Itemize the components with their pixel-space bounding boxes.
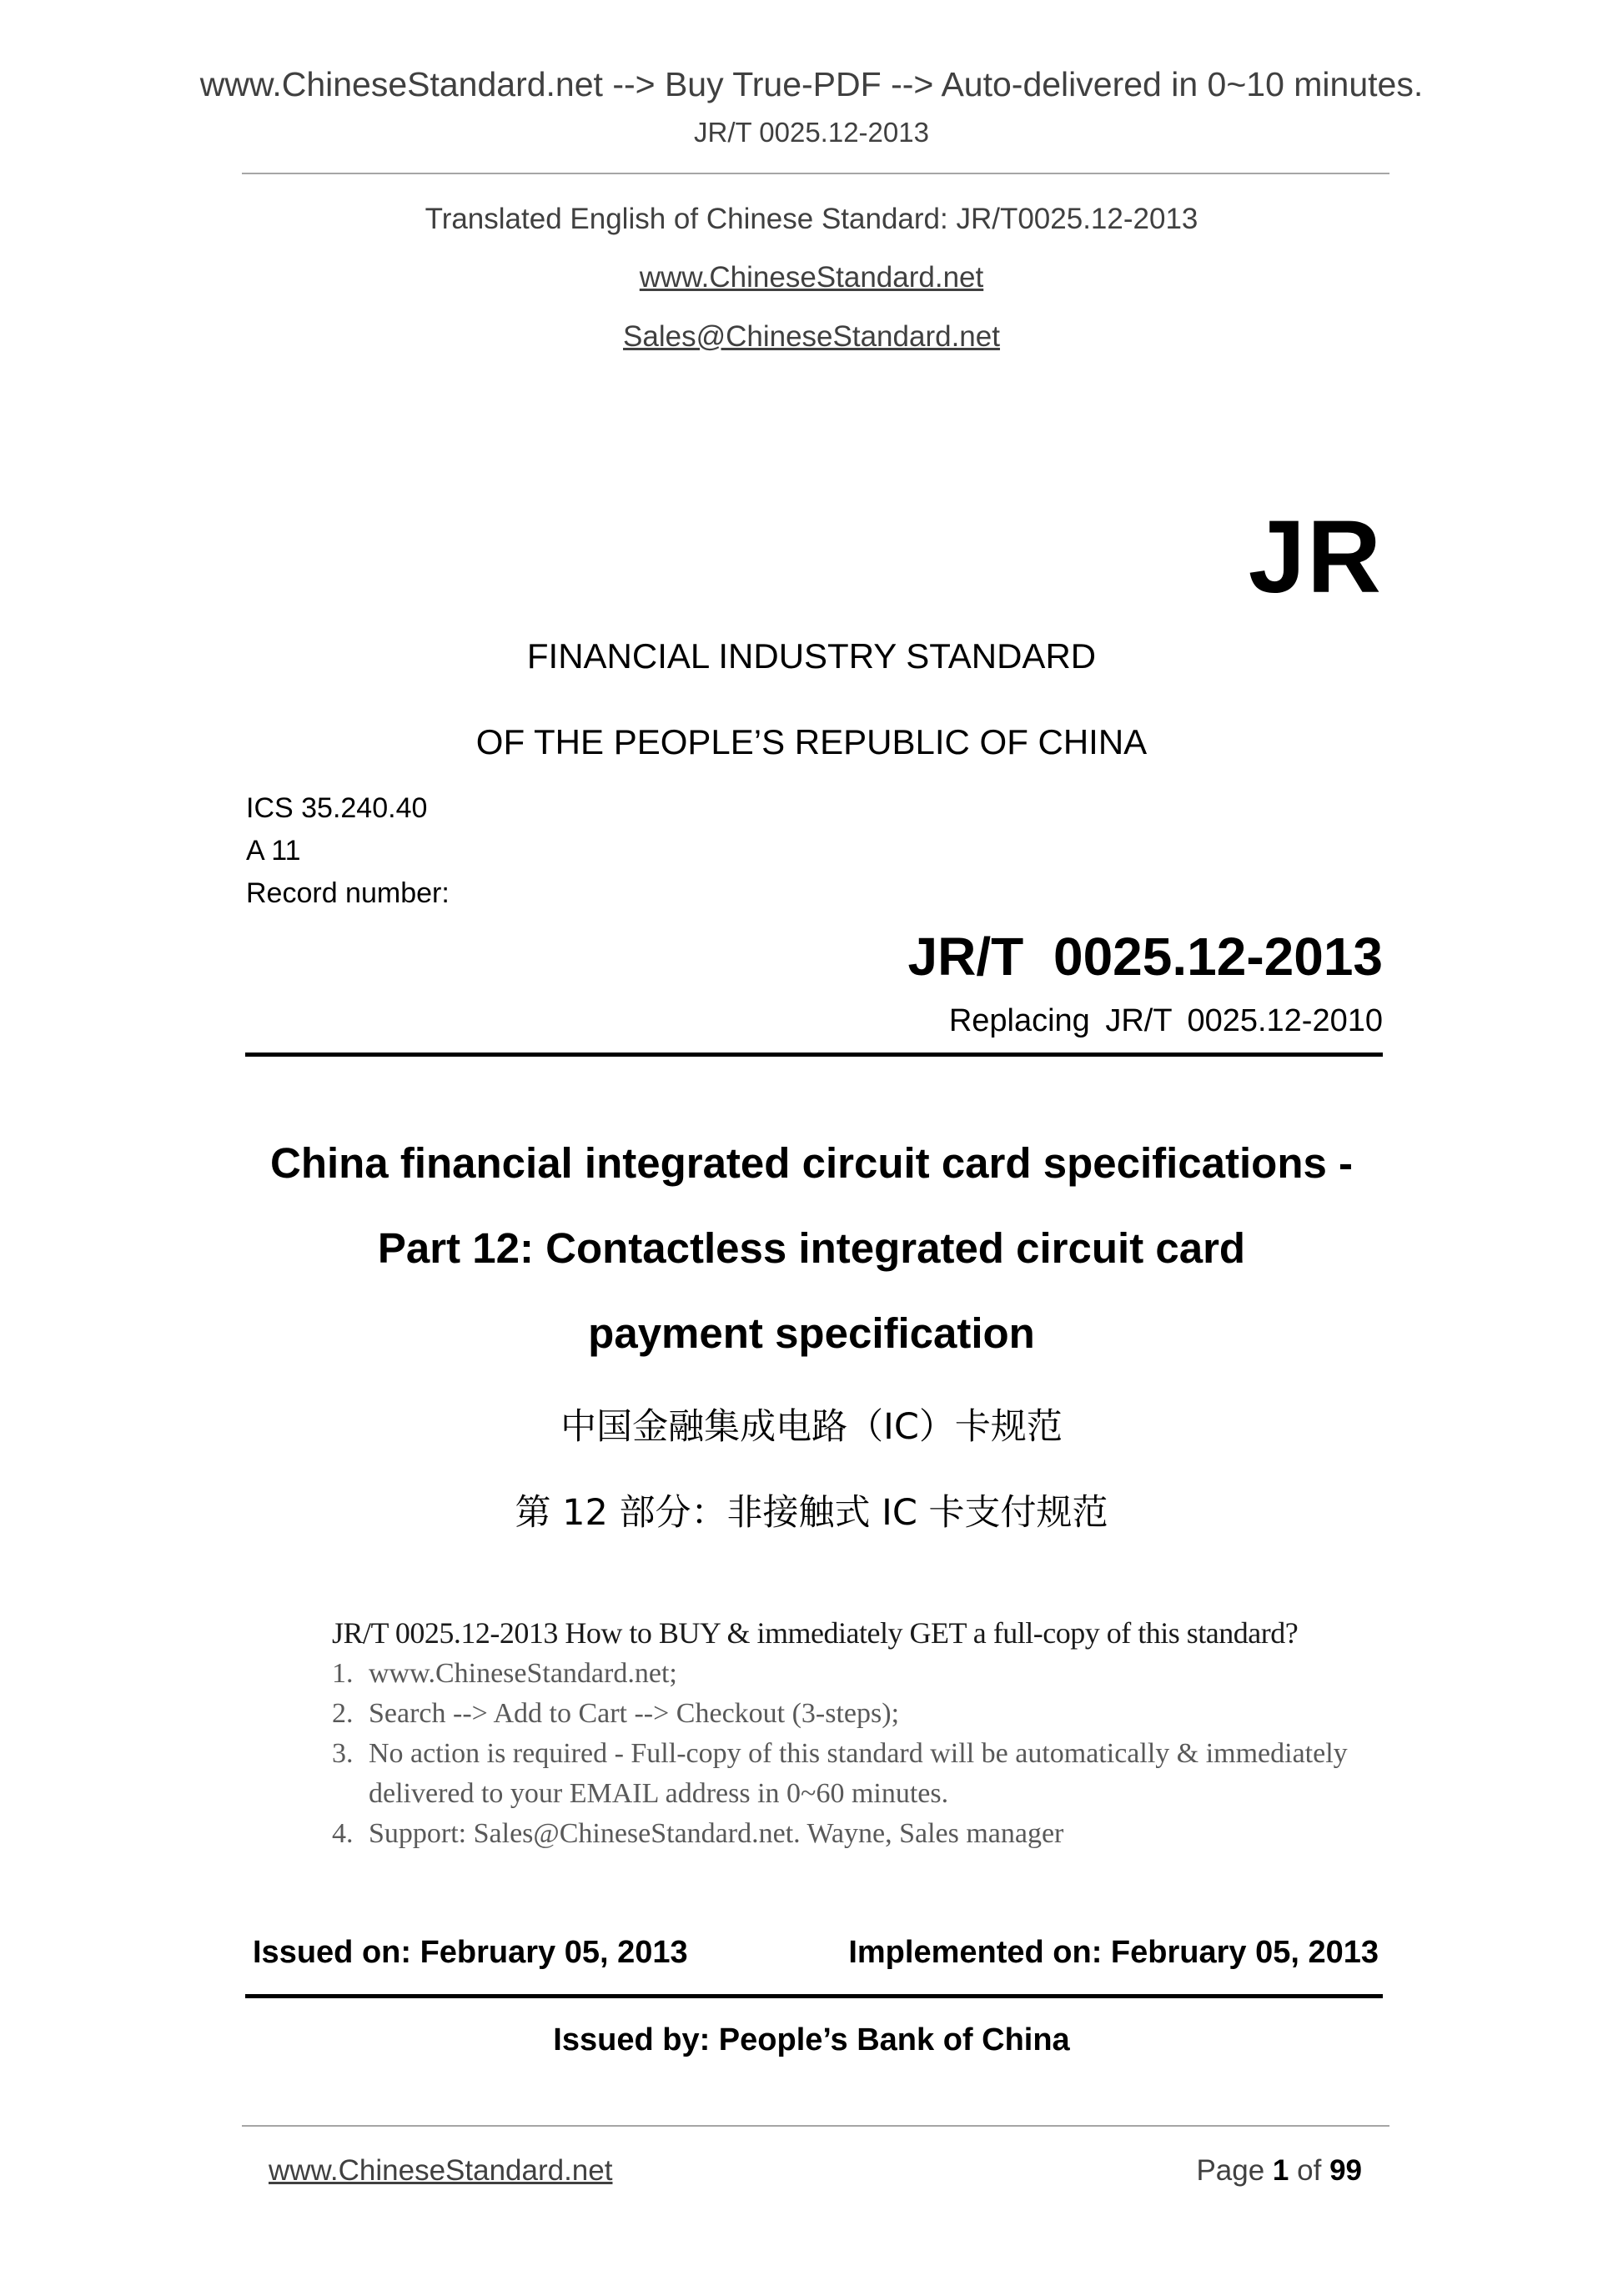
implemented-on-date: Implemented on: February 05, 2013	[848, 1935, 1379, 1970]
buy-instructions	[332, 1615, 1391, 1854]
replacing-standard: Replacing JR/T 0025.12-2010	[948, 1003, 1383, 1038]
header-banner: www.ChineseStandard.net --> Buy True-PDF --> Auto-delivered in 0~10 minutes.	[199, 65, 1424, 103]
title-en-line3: payment specification	[588, 1309, 1035, 1357]
page-total: 99	[1329, 2154, 1362, 2187]
page-indicator	[1196, 2154, 1362, 2188]
page-label: Page	[1196, 2154, 1265, 2187]
buy-step	[332, 1694, 1391, 1734]
buy-step	[332, 1654, 1391, 1694]
page-of: of	[1297, 2154, 1322, 2187]
classification-code: A 11	[246, 835, 301, 867]
buy-step-text: Search --> Add to Cart --> Checkout (3-steps);	[369, 1698, 900, 1729]
title-divider	[245, 1053, 1383, 1057]
translated-notice: Translated English of Chinese Standard: JR/T0025.12-2013	[425, 203, 1198, 235]
sales-email-link[interactable]: Sales@ChineseStandard.net	[623, 320, 1000, 353]
buy-heading: JR/T 0025.12-2013 How to BUY & immediately GET a full-copy of this standard?	[332, 1616, 1299, 1650]
buy-step-number: 2.	[332, 1698, 354, 1729]
standard-type-line1: FINANCIAL INDUSTRY STANDARD	[526, 636, 1097, 676]
ics-code: ICS 35.240.40	[246, 792, 428, 824]
buy-step	[332, 1734, 1391, 1814]
title-en-line1: China financial integrated circuit card specifications -	[270, 1139, 1353, 1187]
buy-step-number: 4.	[332, 1818, 354, 1849]
footer-site-link[interactable]: www.ChineseStandard.net	[269, 2154, 613, 2187]
buy-step-text: No action is required - Full-copy of this standard will be automatically & immediately delivered to your EMAIL address in 0~60 minutes.	[369, 1738, 1348, 1809]
footer-divider	[242, 2125, 1389, 2127]
site-link-row	[0, 261, 1623, 294]
title-cn-line1: 中国金融集成电路（IC）卡规范	[560, 1406, 1063, 1448]
issue-divider	[245, 1994, 1383, 1998]
site-link[interactable]: www.ChineseStandard.net	[639, 261, 984, 294]
title-en-line2: Part 12: Contactless integrated circuit card	[377, 1224, 1246, 1272]
buy-step-text: Support: Sales@ChineseStandard.net. Wayne, Sales manager	[369, 1818, 1064, 1849]
issuing-authority: Issued by: People’s Bank of China	[553, 2022, 1070, 2057]
standard-type-line2: OF THE PEOPLE’S REPUBLIC OF CHINA	[475, 722, 1148, 761]
sales-link-row	[0, 320, 1623, 354]
buy-step-text: www.ChineseStandard.net;	[369, 1658, 677, 1689]
header-std-number: JR/T 0025.12-2013	[694, 117, 929, 148]
jr-mark: JR	[1248, 500, 1383, 615]
record-number: Record number:	[246, 877, 450, 909]
buy-step-number: 3.	[332, 1738, 354, 1769]
header-divider	[242, 173, 1389, 174]
issued-on-date: Issued on: February 05, 2013	[253, 1935, 688, 1970]
standard-number: JR/T 0025.12-2013	[907, 927, 1383, 987]
page-current: 1	[1272, 2154, 1289, 2187]
buy-step-number: 1.	[332, 1658, 354, 1689]
buy-step	[332, 1814, 1391, 1854]
title-cn-line2: 第 12 部分：非接触式 IC 卡支付规范	[515, 1492, 1108, 1534]
